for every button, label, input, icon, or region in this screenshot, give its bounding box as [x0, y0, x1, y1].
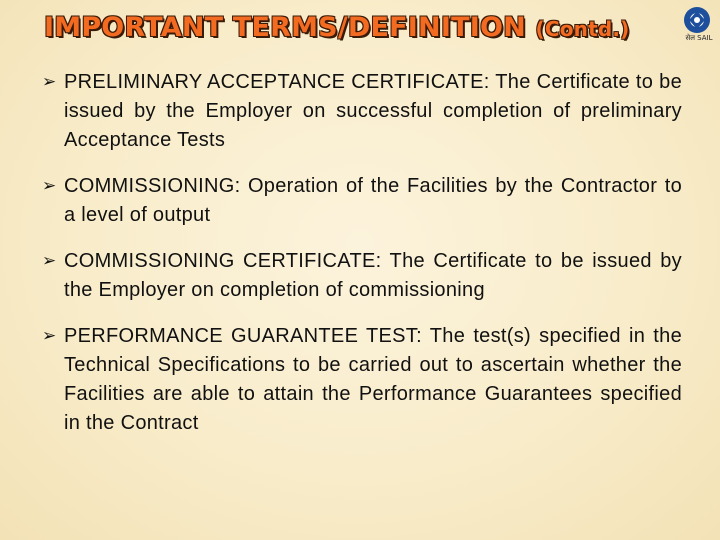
definition-text: COMMISSIONING CERTIFICATE: The Certificate to be issued by the Employer on completion of commissioning: [64, 250, 682, 301]
definition-text: PRELIMINARY ACCEPTANCE CERTIFICATE: The Certificate to be issued by the Employer on successful completion of preliminary Acceptance Tests: [64, 71, 682, 151]
arrow-bullet-icon: ➢: [42, 72, 57, 92]
arrow-bullet-icon: ➢: [42, 326, 57, 346]
definition-text: COMMISSIONING: Operation of the Facilities by the Contractor to a level of output: [64, 175, 682, 226]
definition-text: PERFORMANCE GUARANTEE TEST: The test(s) specified in the Technical Specifications to be carried out to ascertain whether the Facilities are able to attain the Performance Guarantees specified in the Contract: [64, 325, 682, 434]
definitions-list: [42, 68, 682, 455]
logo-text: सेल SAIL: [685, 34, 713, 42]
definition-item: [42, 247, 682, 305]
title-main: IMPORTANT TERMS/DEFINITION: [44, 12, 536, 43]
definition-item: [42, 68, 682, 155]
definition-item: [42, 322, 682, 438]
title-contd: (Contd.): [535, 17, 630, 41]
arrow-bullet-icon: ➢: [42, 176, 57, 196]
definition-item: [42, 172, 682, 230]
arrow-bullet-icon: ➢: [42, 251, 57, 271]
page-title: [44, 12, 684, 43]
